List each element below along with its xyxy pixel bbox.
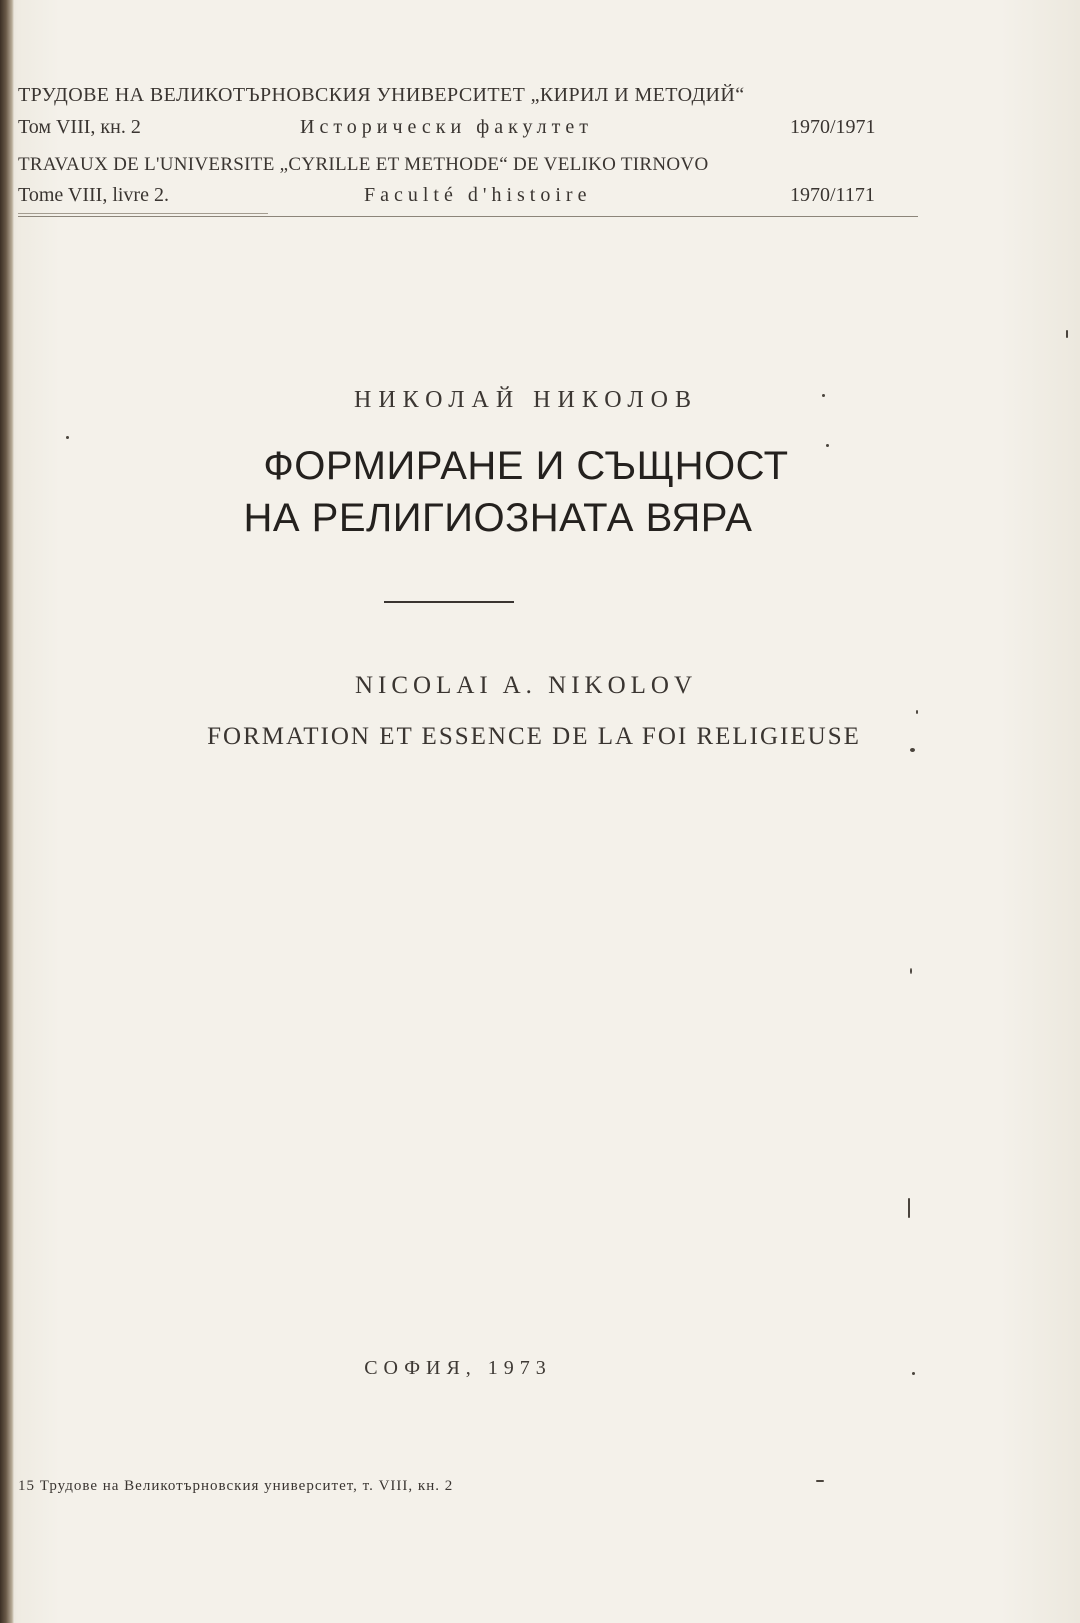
title-bg-line-1: ФОРМИРАНЕ И СЪЩНОСТ [263, 444, 789, 488]
article-title-bg [0, 440, 1080, 544]
header-volume-bg: Том VIII, кн. 2 [18, 116, 141, 138]
paper-speck [910, 748, 915, 752]
paper-speck [908, 1198, 910, 1218]
place-and-year: СОФИЯ, 1973 [364, 1357, 552, 1379]
section-divider [384, 601, 514, 603]
paper-speck [1066, 330, 1068, 338]
header-line-2 [18, 116, 918, 142]
paper-speck [826, 444, 829, 447]
header-underline-short [18, 213, 268, 214]
paper-speck [912, 1372, 915, 1375]
author-name-bg: НИКОЛАЙ НИКОЛОВ [354, 387, 698, 413]
header-line-3 [18, 154, 918, 180]
paper-speck [910, 968, 912, 974]
header-faculty-bg: Исторически факултет [300, 116, 593, 138]
header-underline [18, 216, 918, 217]
author-name-fr: NICOLAI A. NIKOLOV [354, 672, 698, 699]
header-university-bg: ТРУДОВЕ НА ВЕЛИКОТЪРНОВСКИЯ УНИВЕРСИТЕТ „КИРИЛ И МЕТОДИЙ“ [18, 84, 745, 106]
signature-footer: 15 Трудове на Великотърновския университет, т. VIII, кн. 2 [18, 1478, 454, 1494]
header-year-bg: 1970/1971 [790, 116, 876, 138]
article-title-fr: FORMATION ET ESSENCE DE LA FOI RELIGIEUSE [207, 723, 861, 750]
title-bg-line-2: НА РЕЛИГИОЗНАТА ВЯРА [243, 496, 753, 540]
header-volume-fr: Tome VIII, livre 2. [18, 184, 169, 206]
paper-speck [816, 1480, 824, 1482]
paper-speck [822, 394, 825, 397]
paper-speck [916, 710, 918, 714]
header-university-fr: TRAVAUX DE L'UNIVERSITE „CYRILLE ET METHODE“ DE VELIKO TIRNOVO [18, 154, 709, 175]
header-year-fr: 1970/1171 [790, 184, 875, 206]
header-line-1 [18, 84, 918, 110]
header-faculty-fr: Faculté d'histoire [364, 184, 592, 206]
header-line-4 [18, 184, 918, 210]
paper-speck [66, 436, 69, 439]
